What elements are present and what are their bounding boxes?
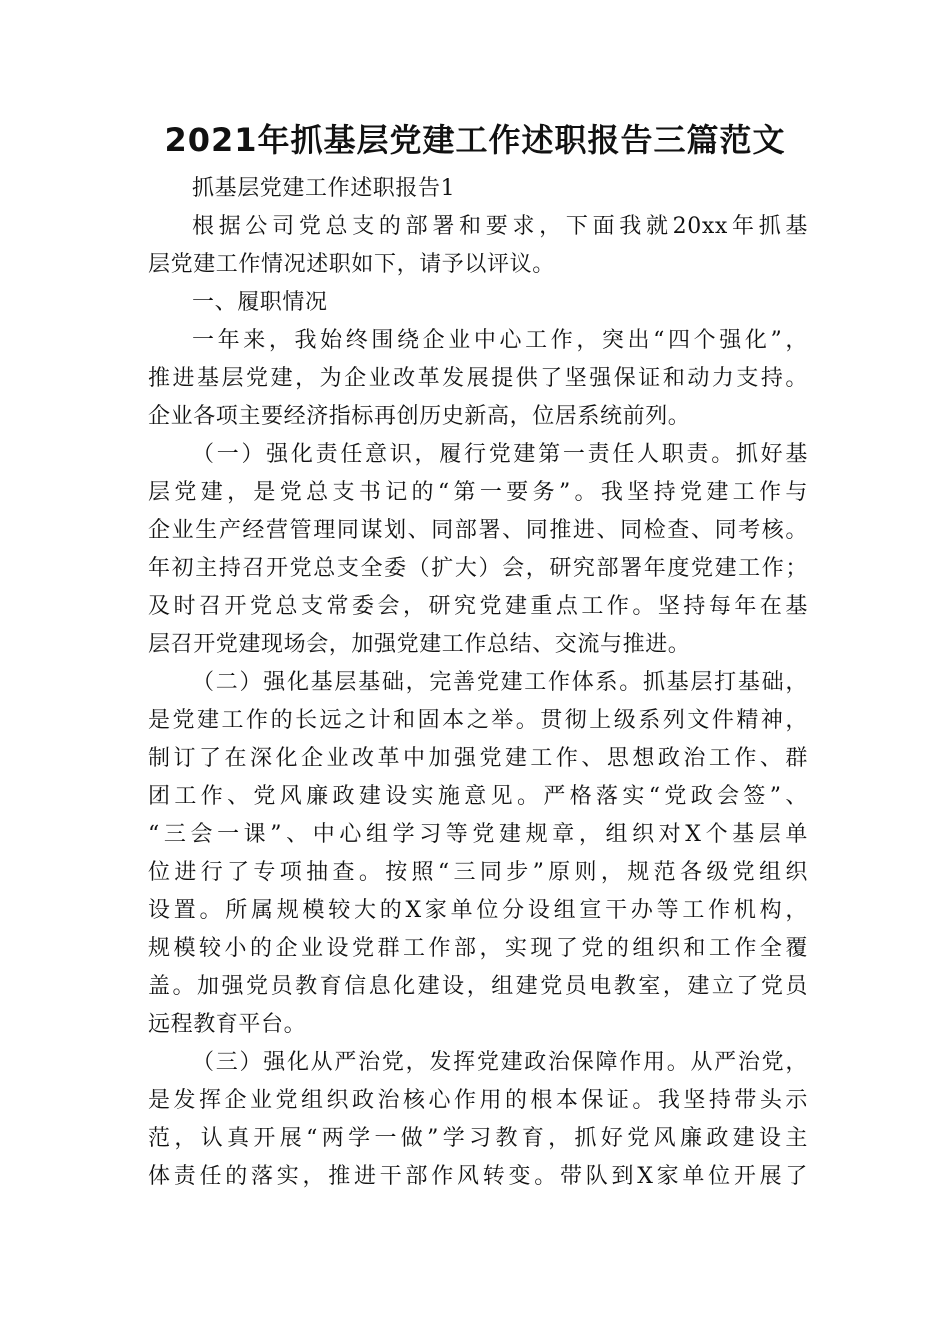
document-body <box>148 170 808 1196</box>
paragraph-line: “三会一课”、中心组学习等党建规章，组织对X个基层单 <box>148 822 808 847</box>
paragraph-line: 企业生产经营管理同谋划、同部署、同推进、同检查、同考核。 <box>148 518 808 543</box>
paragraph-line: （三）强化从严治党，发挥党建政治保障作用。从严治党， <box>192 1050 808 1075</box>
paragraph-line: 是发挥企业党组织政治核心作用的根本保证。我坚持带头示 <box>148 1088 808 1113</box>
paragraph-line: 年初主持召开党总支全委（扩大）会，研究部署年度党建工作； <box>148 556 808 581</box>
paragraph-line: 一年来，我始终围绕企业中心工作，突出“四个强化”， <box>192 328 808 353</box>
paragraph-line: （一）强化责任意识，履行党建第一责任人职责。抓好基 <box>192 442 808 467</box>
paragraph-line: （二）强化基层基础，完善党建工作体系。抓基层打基础， <box>192 670 808 695</box>
document-title: 2021年抓基层党建工作述职报告三篇范文 <box>164 121 786 159</box>
paragraph-line: 是党建工作的长远之计和固本之举。贯彻上级系列文件精神， <box>148 708 808 733</box>
paragraph-line: 远程教育平台。 <box>148 1012 307 1037</box>
paragraph-line: 位进行了专项抽查。按照“三同步”原则，规范各级党组织 <box>148 860 808 885</box>
paragraph-line: 及时召开党总支常委会，研究党建重点工作。坚持每年在基 <box>148 594 808 619</box>
paragraph-line: 推进基层党建，为企业改革发展提供了坚强保证和动力支持。 <box>148 366 808 391</box>
paragraph-line: 盖。加强党员教育信息化建设，组建党员电教室，建立了党员 <box>148 974 808 999</box>
paragraph-line: 范，认真开展“两学一做”学习教育，抓好党风廉政建设主 <box>148 1126 808 1151</box>
paragraph-line: 体责任的落实，推进干部作风转变。带队到X家单位开展了 <box>148 1164 808 1189</box>
paragraph-line: 层党建，是党总支书记的“第一要务”。我坚持党建工作与 <box>148 480 808 505</box>
paragraph-line: 层党建工作情况述职如下，请予以评议。 <box>148 252 555 277</box>
paragraph-line: 制订了在深化企业改革中加强党建工作、思想政治工作、群 <box>148 746 808 771</box>
paragraph-line: 设置。所属规模较大的X家单位分设组宣干办等工作机构， <box>148 898 808 923</box>
paragraph-line: 企业各项主要经济指标再创历史新高，位居系统前列。 <box>148 404 691 429</box>
paragraph-line: 抓基层党建工作述职报告1 <box>192 176 456 201</box>
paragraph-line: 根据公司党总支的部署和要求，下面我就20xx年抓基 <box>192 214 808 239</box>
paragraph-line: 层召开党建现场会，加强党建工作总结、交流与推进。 <box>148 632 691 657</box>
paragraph-line: 团工作、党风廉政建设实施意见。严格落实“党政会签”、 <box>148 784 808 809</box>
paragraph-line: 规模较小的企业设党群工作部，实现了党的组织和工作全覆 <box>148 936 808 961</box>
paragraph-line: 一、履职情况 <box>192 290 328 315</box>
